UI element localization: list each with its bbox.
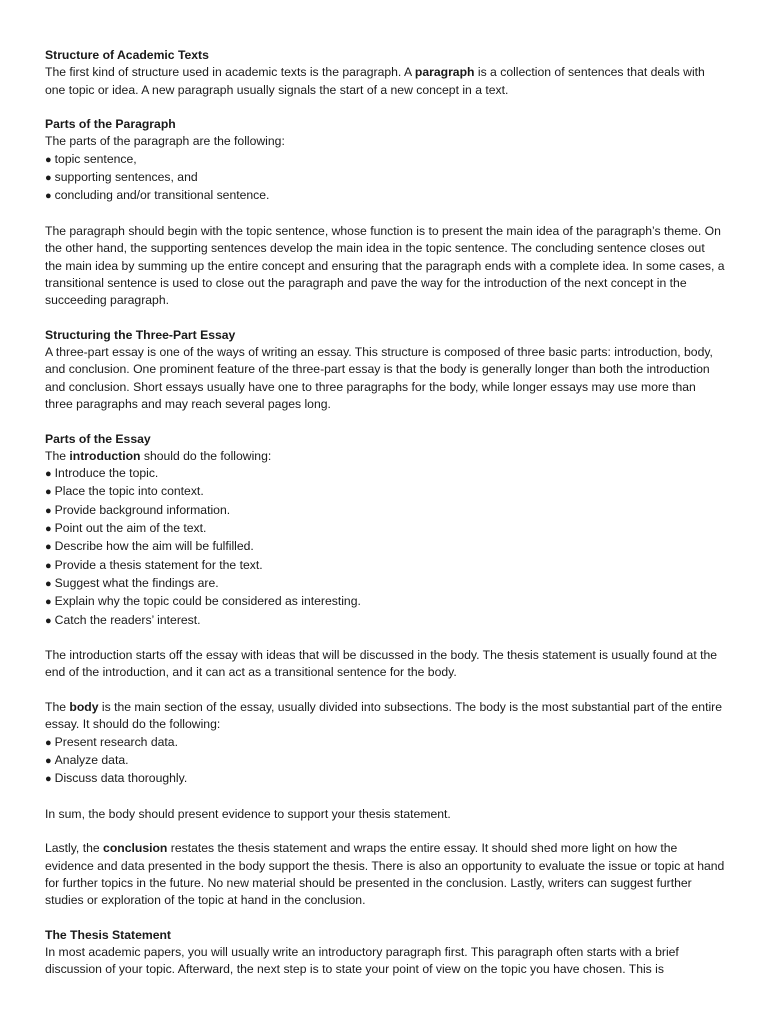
list-item: ● supporting sentences, and (45, 169, 725, 187)
document-body (45, 47, 725, 979)
list-item: ● Describe how the aim will be fulfilled. (45, 538, 725, 556)
introduction-intro (45, 448, 725, 465)
list-item: ● Point out the aim of the text. (45, 520, 725, 538)
bold-term-body: body (69, 699, 99, 714)
text-run: is a collection of sentences that deals with one topic or idea. A new paragraph usually signals the start of a new concept in a text. (45, 65, 705, 97)
heading-parts-essay: Parts of the Essay (45, 431, 151, 446)
list-item: ● Suggest what the findings are. (45, 575, 725, 593)
bold-term-conclusion: conclusion (103, 841, 168, 856)
heading-thesis-statement: The Thesis Statement (45, 927, 171, 942)
list-item: ● Catch the readers’ interest. (45, 612, 725, 630)
paragraph-parts-explanation: The paragraph should begin with the topic sentence, whose function is to present the main idea of the paragraph’s theme. On the other hand, the supporting sentences develop the main idea in the topic sentence. The concluding sentence closes out the main idea by summing up the entire concept and ensuring that the paragraph ends with a complete idea. In some cases, a transitional sentence is used to close out the paragraph and pave the way for the introduction of the next concept in the succeeding paragraph. (45, 223, 725, 308)
list-item: ● Discuss data thoroughly. (45, 770, 725, 788)
list-item: ● Introduce the topic. (45, 465, 725, 483)
heading-parts-paragraph: Parts of the Paragraph (45, 117, 176, 132)
bold-term-paragraph: paragraph (414, 65, 475, 80)
parts-paragraph-list (45, 151, 725, 206)
list-item: ● Present research data. (45, 734, 725, 752)
list-item: ● topic sentence, (45, 151, 725, 169)
paragraph-structure (45, 64, 725, 99)
list-item: ● Provide background information. (45, 502, 725, 520)
list-item: ● Explain why the topic could be considered as interesting. (45, 593, 725, 611)
heading-three-part-essay: Structuring the Three-Part Essay (45, 327, 236, 342)
body-intro (45, 699, 725, 734)
text-run: Lastly, the (45, 841, 104, 856)
paragraph-thesis: In most academic papers, you will usually write an introductory paragraph first. This paragraph often starts with a brief discussion of your topic. Afterward, the next step is to state your point of view on the topic you have chosen. This is (45, 945, 679, 977)
heading-structure: Structure of Academic Texts (45, 48, 209, 62)
body-list (45, 734, 725, 789)
text-run: restates the thesis statement and wraps the entire essay. It should shed more light on how the evidence and data presented in the body support the thesis. There is also an opportunity to evaluate the issue or topic at hand for further topics in the future. No new material should be presented in the conclusion. Lastly, writers can suggest further studies or exploration of the topic at hand in the conclusion. (45, 841, 725, 908)
list-item: ● Provide a thesis statement for the text. (45, 557, 725, 575)
text-run: is the main section of the essay, usually divided into subsections. The body is the most substantial part of the entire essay. It should do the following: (45, 699, 722, 732)
text-run: The first kind of structure used in academic texts is the paragraph. A (45, 65, 415, 80)
text-run: should do the following: (140, 448, 272, 463)
paragraph-sum: In sum, the body should present evidence to support your thesis statement. (45, 806, 451, 821)
list-item: ● Place the topic into context. (45, 483, 725, 501)
list-item: ● Analyze data. (45, 752, 725, 770)
text-run: The (45, 448, 70, 463)
paragraph-conclusion (45, 840, 725, 909)
paragraph-three-part-essay: A three-part essay is one of the ways of writing an essay. This structure is composed of three basic parts: introduction, body, and conclusion. One prominent feature of the three-part essay is that the body is generally longer than both the introduction and conclusion. Short essays usually have one to three paragraphs for the body, while longer essays may use more than three paragraphs and may reach several pages long. (45, 345, 713, 411)
list-item: ● concluding and/or transitional sentence. (45, 187, 725, 205)
bold-term-introduction: introduction (69, 448, 141, 463)
paragraph-introduction: The introduction starts off the essay with ideas that will be discussed in the body. The thesis statement is usually found at the end of the introduction, and it can act as a transitional sentence for the body. (45, 648, 718, 680)
parts-paragraph-intro: The parts of the paragraph are the following: (45, 134, 285, 149)
introduction-list (45, 465, 725, 630)
text-run: The (45, 699, 70, 714)
